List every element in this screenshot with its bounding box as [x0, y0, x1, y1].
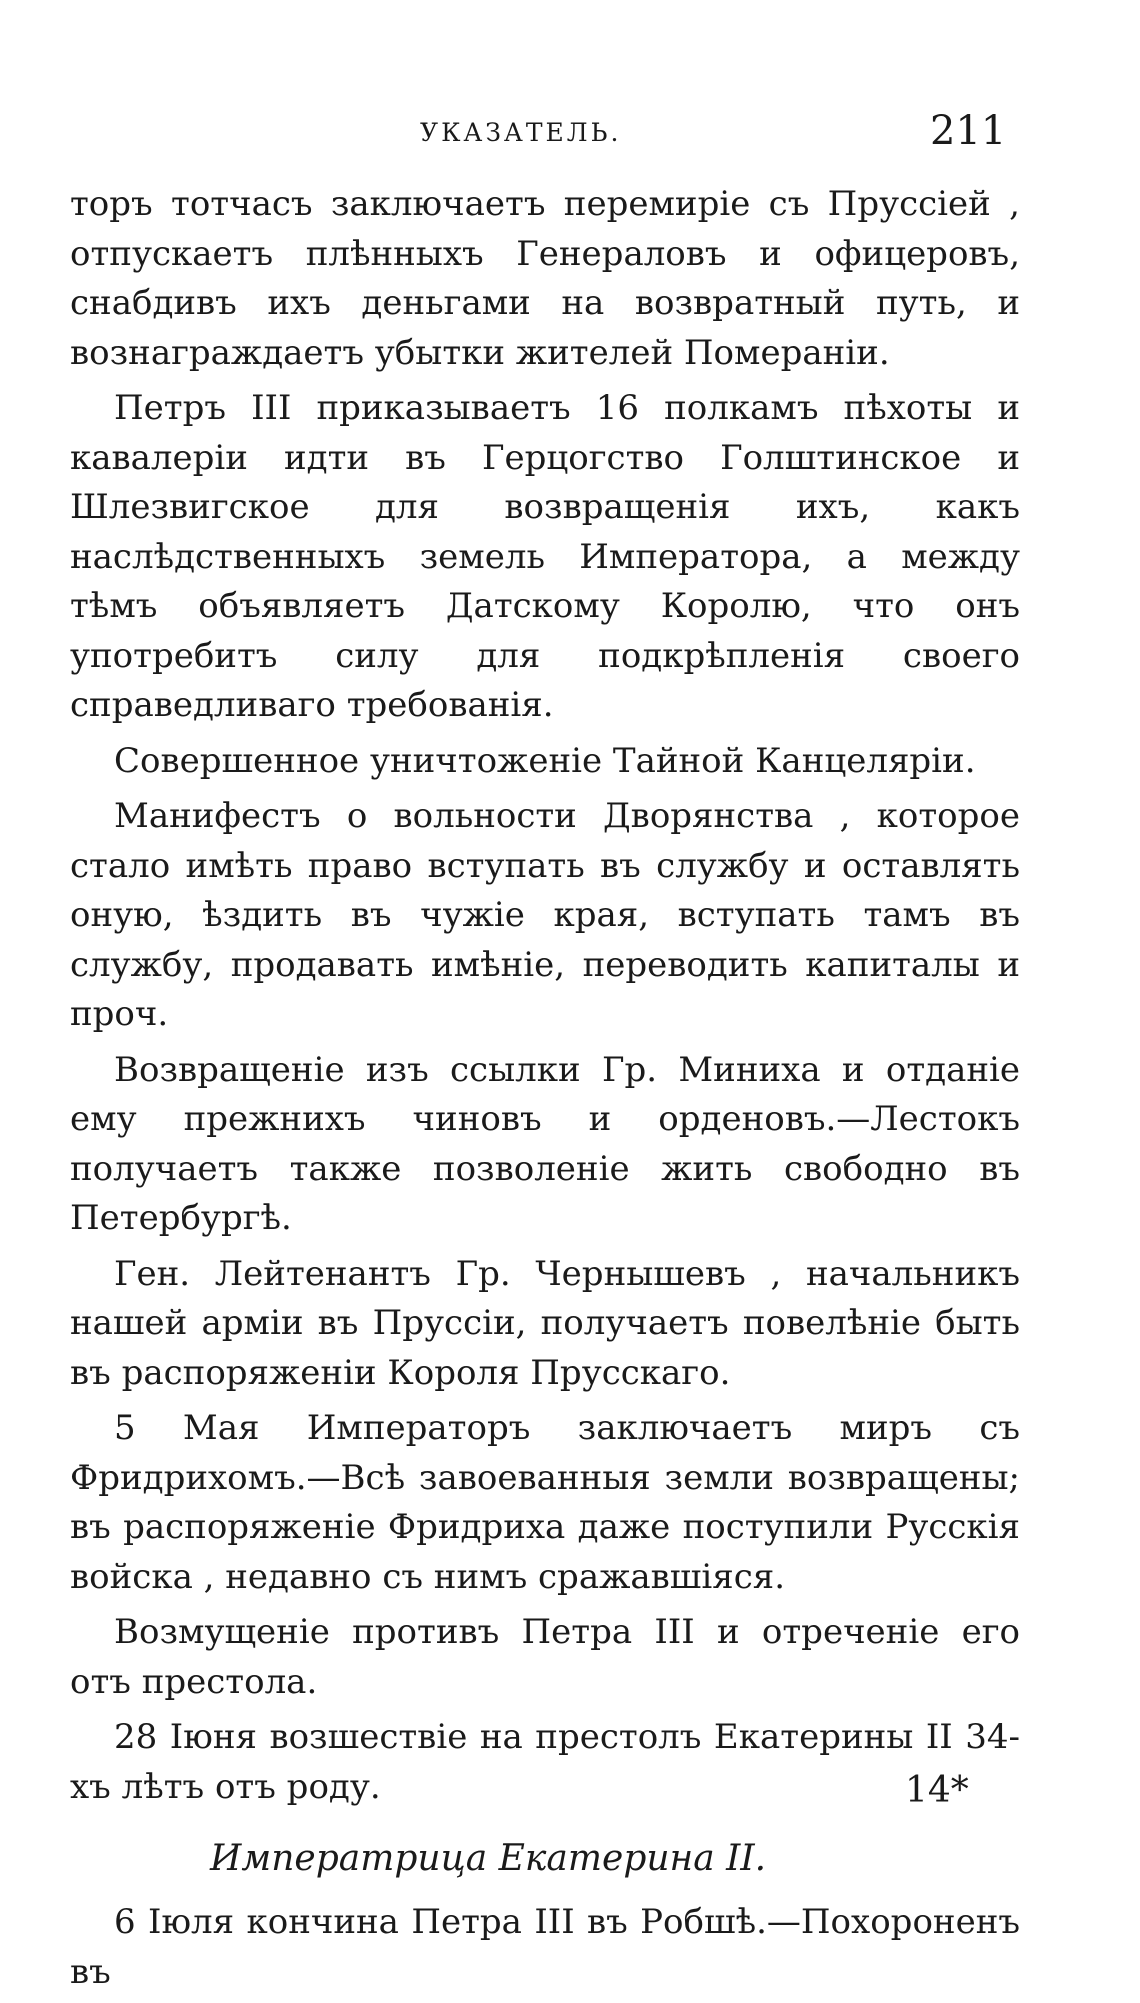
paragraph-continuation: торъ тотчасъ заключаетъ перемиріе съ Пруссіей , отпускаетъ плѣнныхъ Генераловъ и офицеровъ, снабдивъ ихъ деньгами на возвратный путь, и вознаграждаетъ убытки жителей Помераніи. — [70, 184, 1020, 373]
section-heading: Императрица Екатерина II. — [210, 1838, 767, 1879]
signature-mark: 14* — [905, 1770, 969, 1811]
running-title: УКАЗАТЕЛЬ. — [420, 118, 622, 147]
paragraph: Возвращеніе изъ ссылки Гр. Миниха и отданіе ему прежнихъ чиновъ и орденовъ.—Лестокъ получаетъ также позволеніе жить свободно въ Петербургѣ. — [70, 1049, 1020, 1238]
paragraph: Ген. Лейтенантъ Гр. Чернышевъ , начальникъ нашей арміи въ Пруссіи, получаетъ повелѣніе быть въ распоряженіи Короля Прусскаго. — [70, 1253, 1020, 1393]
paragraph: Возмущеніе противъ Петра III и отреченіе его отъ престола. — [70, 1612, 1020, 1702]
paragraph: 5 Мая Императоръ заключаетъ миръ съ Фридрихомъ.—Всѣ завоеванныя земли возвращены; въ распоряженіе Фридриха даже поступили Русскія войска , недавно съ нимъ сражавшіяся. — [70, 1408, 1020, 1597]
body-text — [70, 180, 1020, 2003]
paragraph: Петръ III приказываетъ 16 полкамъ пѣхоты и кавалеріи идти въ Герцогство Голштинское и Шлезвигское для возвращенія ихъ, какъ наслѣдственныхъ земель Императора, а между тѣмъ объявляетъ Датскому Королю, что онъ употребитъ силу для подкрѣпленія своего справедливаго требованія. — [70, 388, 1020, 725]
paragraph: Совершенное уничтоженіе Тайной Канцеляріи. — [114, 740, 976, 781]
paragraph: Манифестъ о вольности Дворянства , которое стало имѣть право вступать въ службу и оставлять оную, ѣздить въ чужіе края, вступать тамъ въ службу, продавать имѣніе, переводить капиталы и проч. — [70, 796, 1020, 1034]
paragraph: 28 Іюня возшествіе на престолъ Екатерины II 34-хъ лѣтъ отъ роду. — [70, 1717, 1020, 1807]
paragraph-final: 6 Іюля кончина Петра III въ Робшѣ.—Похороненъ въ — [70, 1902, 1020, 1992]
page-number: 211 — [930, 108, 1007, 154]
